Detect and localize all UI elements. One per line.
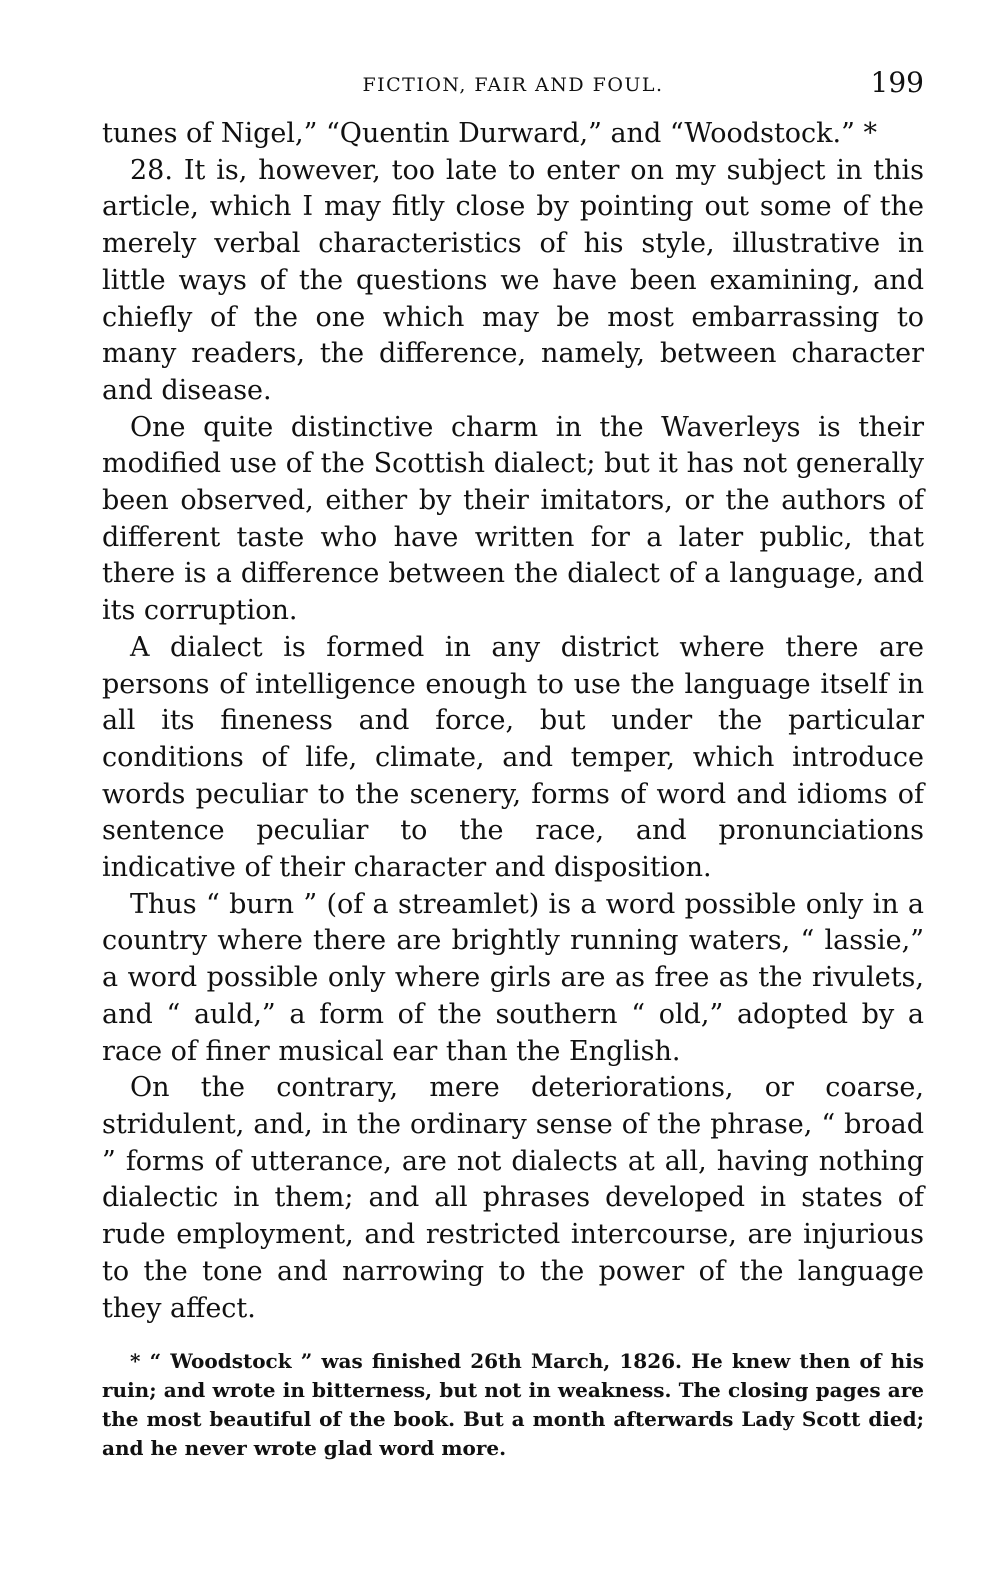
paragraph-deteriorations: On the contrary, mere deteriorations, or coarse, stridulent, and, in the ordinary sense of the phrase, “ broad ” forms of utterance, are not dialects at all, having nothing dialectic in them; and all phrases developed in states of rude employment, and restricted intercourse, are injurious to the tone and narrowing to the power of the language they affect. — [102, 1072, 924, 1324]
paragraph-28: 28. It is, however, too late to enter on my subject in this article, which I may fitly close by pointing out some of the merely verbal characteristics of his style, illustrative in little ways of the questions we have been examining, and chiefly of the one which may be most embarrassing to many readers, the difference, namely, between character and disease. — [102, 154, 924, 406]
paragraph-burn-example: Thus “ burn ” (of a streamlet) is a word possible only in a country where there are brightly running waters, “ lassie,” a word possible only where girls are as free as the rivulets, and “ auld,” a form of the southern “ old,” adopted by a race of finer musical ear than the English. — [102, 888, 924, 1067]
page-header — [102, 60, 924, 116]
paragraph-waverleys-dialect: One quite distinctive charm in the Waverleys is their modified use of the Scottish dialect; but it has not generally been observed, either by their imitators, or the authors of different taste who have written for a later public, that there is a difference between the dialect of a language, and its corruption. — [102, 411, 924, 627]
page-number: 199 — [870, 66, 924, 99]
book-page — [102, 60, 924, 1463]
body-text — [102, 116, 924, 1327]
paragraph-dialect-definition: A dialect is formed in any district where there are persons of intelligence enough to use the language itself in all its fineness and force, but under the particular conditions of life, climate, and temper, which introduce words peculiar to the scenery, forms of word and idioms of sentence peculiar to the race, and pronunciations indicative of their character and disposition. — [102, 631, 924, 884]
footnote — [102, 1347, 924, 1463]
footnote-text: * “ Woodstock ” was finished 26th March, 1826. He knew then of his ruin; and wrote in bitterness, but not in weakness. The closing pages are the most beautiful of the book. But a month afterwards Lady Scott died; and he never wrote glad word more. — [102, 1349, 924, 1461]
paragraph-continuation: tunes of Nigel,” “Quentin Durward,” and “Woodstock.” * — [102, 118, 877, 149]
running-title: FICTION, FAIR AND FOUL. — [362, 74, 664, 96]
